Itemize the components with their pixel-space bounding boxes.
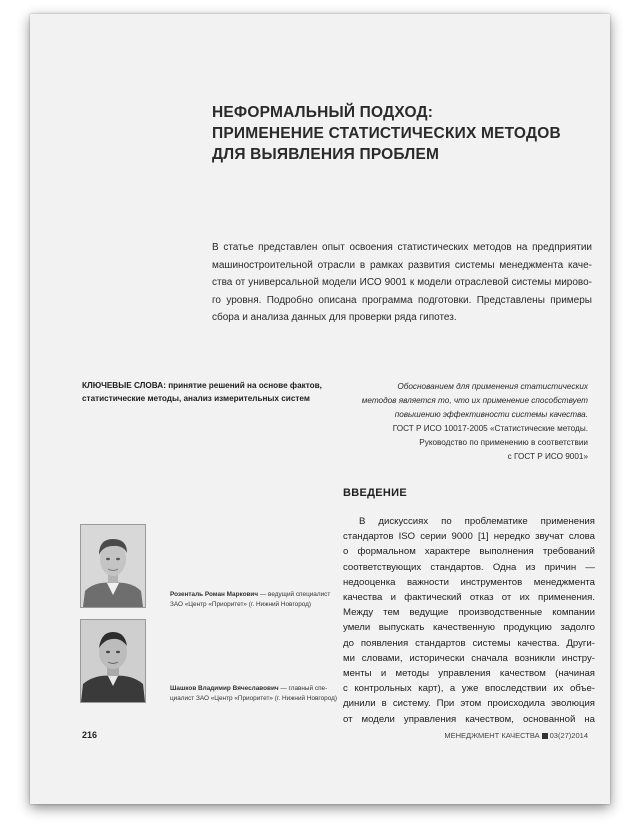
author-photo: [80, 524, 146, 608]
author-affiliation: ЗАО «Центр «Приоритет» (г. Нижний Новгород): [170, 600, 312, 608]
author-name: Розенталь Роман Маркович: [170, 591, 259, 598]
abstract: [212, 239, 592, 327]
journal-page: [30, 14, 610, 804]
epigraph: [320, 380, 588, 464]
epigraph-source-line: Руководство по применению в соответствии: [419, 438, 588, 447]
abstract-line: машиностроительной отрасли в рамках развития системы менеджмента каче-: [212, 259, 592, 271]
body-line: ми словами, исторически сначала возникли инстру-: [343, 652, 595, 664]
body-line: соответствующих стандартов. Одна из причин —: [343, 561, 595, 573]
body-line: динили в систему. При этом происходила эволюция: [343, 698, 595, 710]
section-title: ВВЕДЕНИЕ: [343, 487, 407, 499]
body-text: [343, 514, 595, 727]
keywords-block: [82, 380, 342, 405]
body-line: качества и фактический отказ от их применения.: [343, 592, 595, 604]
author-role: — главный спе-: [278, 685, 328, 692]
author-name: Шашков Владимир Вячеславович: [170, 685, 279, 692]
keywords-line: [82, 380, 342, 393]
abstract-line: сбора и анализа данных для проверки ряда гипотез.: [212, 312, 457, 323]
body-line: В дискуссиях по проблематике применения: [359, 516, 595, 527]
author-affiliation: циалист ЗАО «Центр «Приоритет» (г. Нижний Новгород): [170, 694, 337, 702]
abstract-line: ства от универсальной модели ИСО 9001 к модели отраслевой системы мирово-: [212, 277, 592, 288]
title-line: НЕФОРМАЛЬНЫЙ ПОДХОД:: [212, 104, 434, 121]
body-line: менты и методы управления качеством (начиная: [343, 668, 595, 680]
body-line: умели выпускать качественную продукцию задолго: [343, 622, 595, 634]
body-line: стандартов ISO серии 9000 [1] нередко звучат слова: [343, 531, 595, 543]
epigraph-line: Обоснованием для применения статистических: [397, 382, 588, 391]
journal-issue: 03(27)2014: [549, 731, 588, 740]
caption-line: [170, 684, 340, 694]
body-line: недооценка важности инструментов менеджмента: [343, 576, 595, 588]
abstract-line: го уровня. Подробно описана программа подготовки. Представлены примеры: [212, 294, 592, 306]
square-bullet-icon: [542, 733, 548, 739]
portrait-image: [81, 620, 145, 702]
abstract-line: В статье представлен опыт освоения статистических методов на предприятии: [212, 242, 592, 253]
caption-line: [170, 590, 340, 600]
journal-name: МЕНЕДЖМЕНТ КАЧЕСТВА: [444, 731, 540, 740]
body-line: от модели управления качеством, основанной на: [343, 713, 595, 725]
running-footer: [444, 731, 588, 740]
epigraph-line: повышению эффективности системы качества.: [394, 410, 588, 419]
author-photo: [80, 619, 146, 703]
title-line: ДЛЯ ВЫЯВЛЕНИЯ ПРОБЛЕМ: [212, 146, 440, 163]
body-line: Между тем ведущие производственные компании: [343, 607, 595, 619]
epigraph-line: методов является то, что их применение способствует: [361, 396, 588, 405]
author-role: — ведущий специалист: [258, 591, 331, 598]
author-caption: [170, 590, 340, 609]
keywords-text: статистические методы, анализ измерительных систем: [82, 393, 310, 403]
author-caption: [170, 684, 340, 703]
body-line: с контрольных карт), а уже впоследствии их объе-: [343, 683, 595, 695]
keywords-text: принятие решений на основе фактов,: [168, 381, 322, 390]
article-title: [212, 102, 592, 165]
body-line: до появления стандартов системы качества. Други-: [343, 637, 595, 649]
title-line: ПРИМЕНЕНИЕ СТАТИСТИЧЕСКИХ МЕТОДОВ: [212, 125, 561, 142]
portrait-image: [81, 525, 145, 607]
epigraph-source-line: с ГОСТ Р ИСО 9001»: [507, 452, 588, 461]
keywords-label: КЛЮЧЕВЫЕ СЛОВА:: [82, 381, 166, 390]
page-number: 216: [82, 730, 98, 740]
epigraph-source-line: ГОСТ Р ИСО 10017-2005 «Статистические методы.: [392, 424, 588, 433]
body-line: о формальном характере выполнения требований: [343, 546, 595, 558]
